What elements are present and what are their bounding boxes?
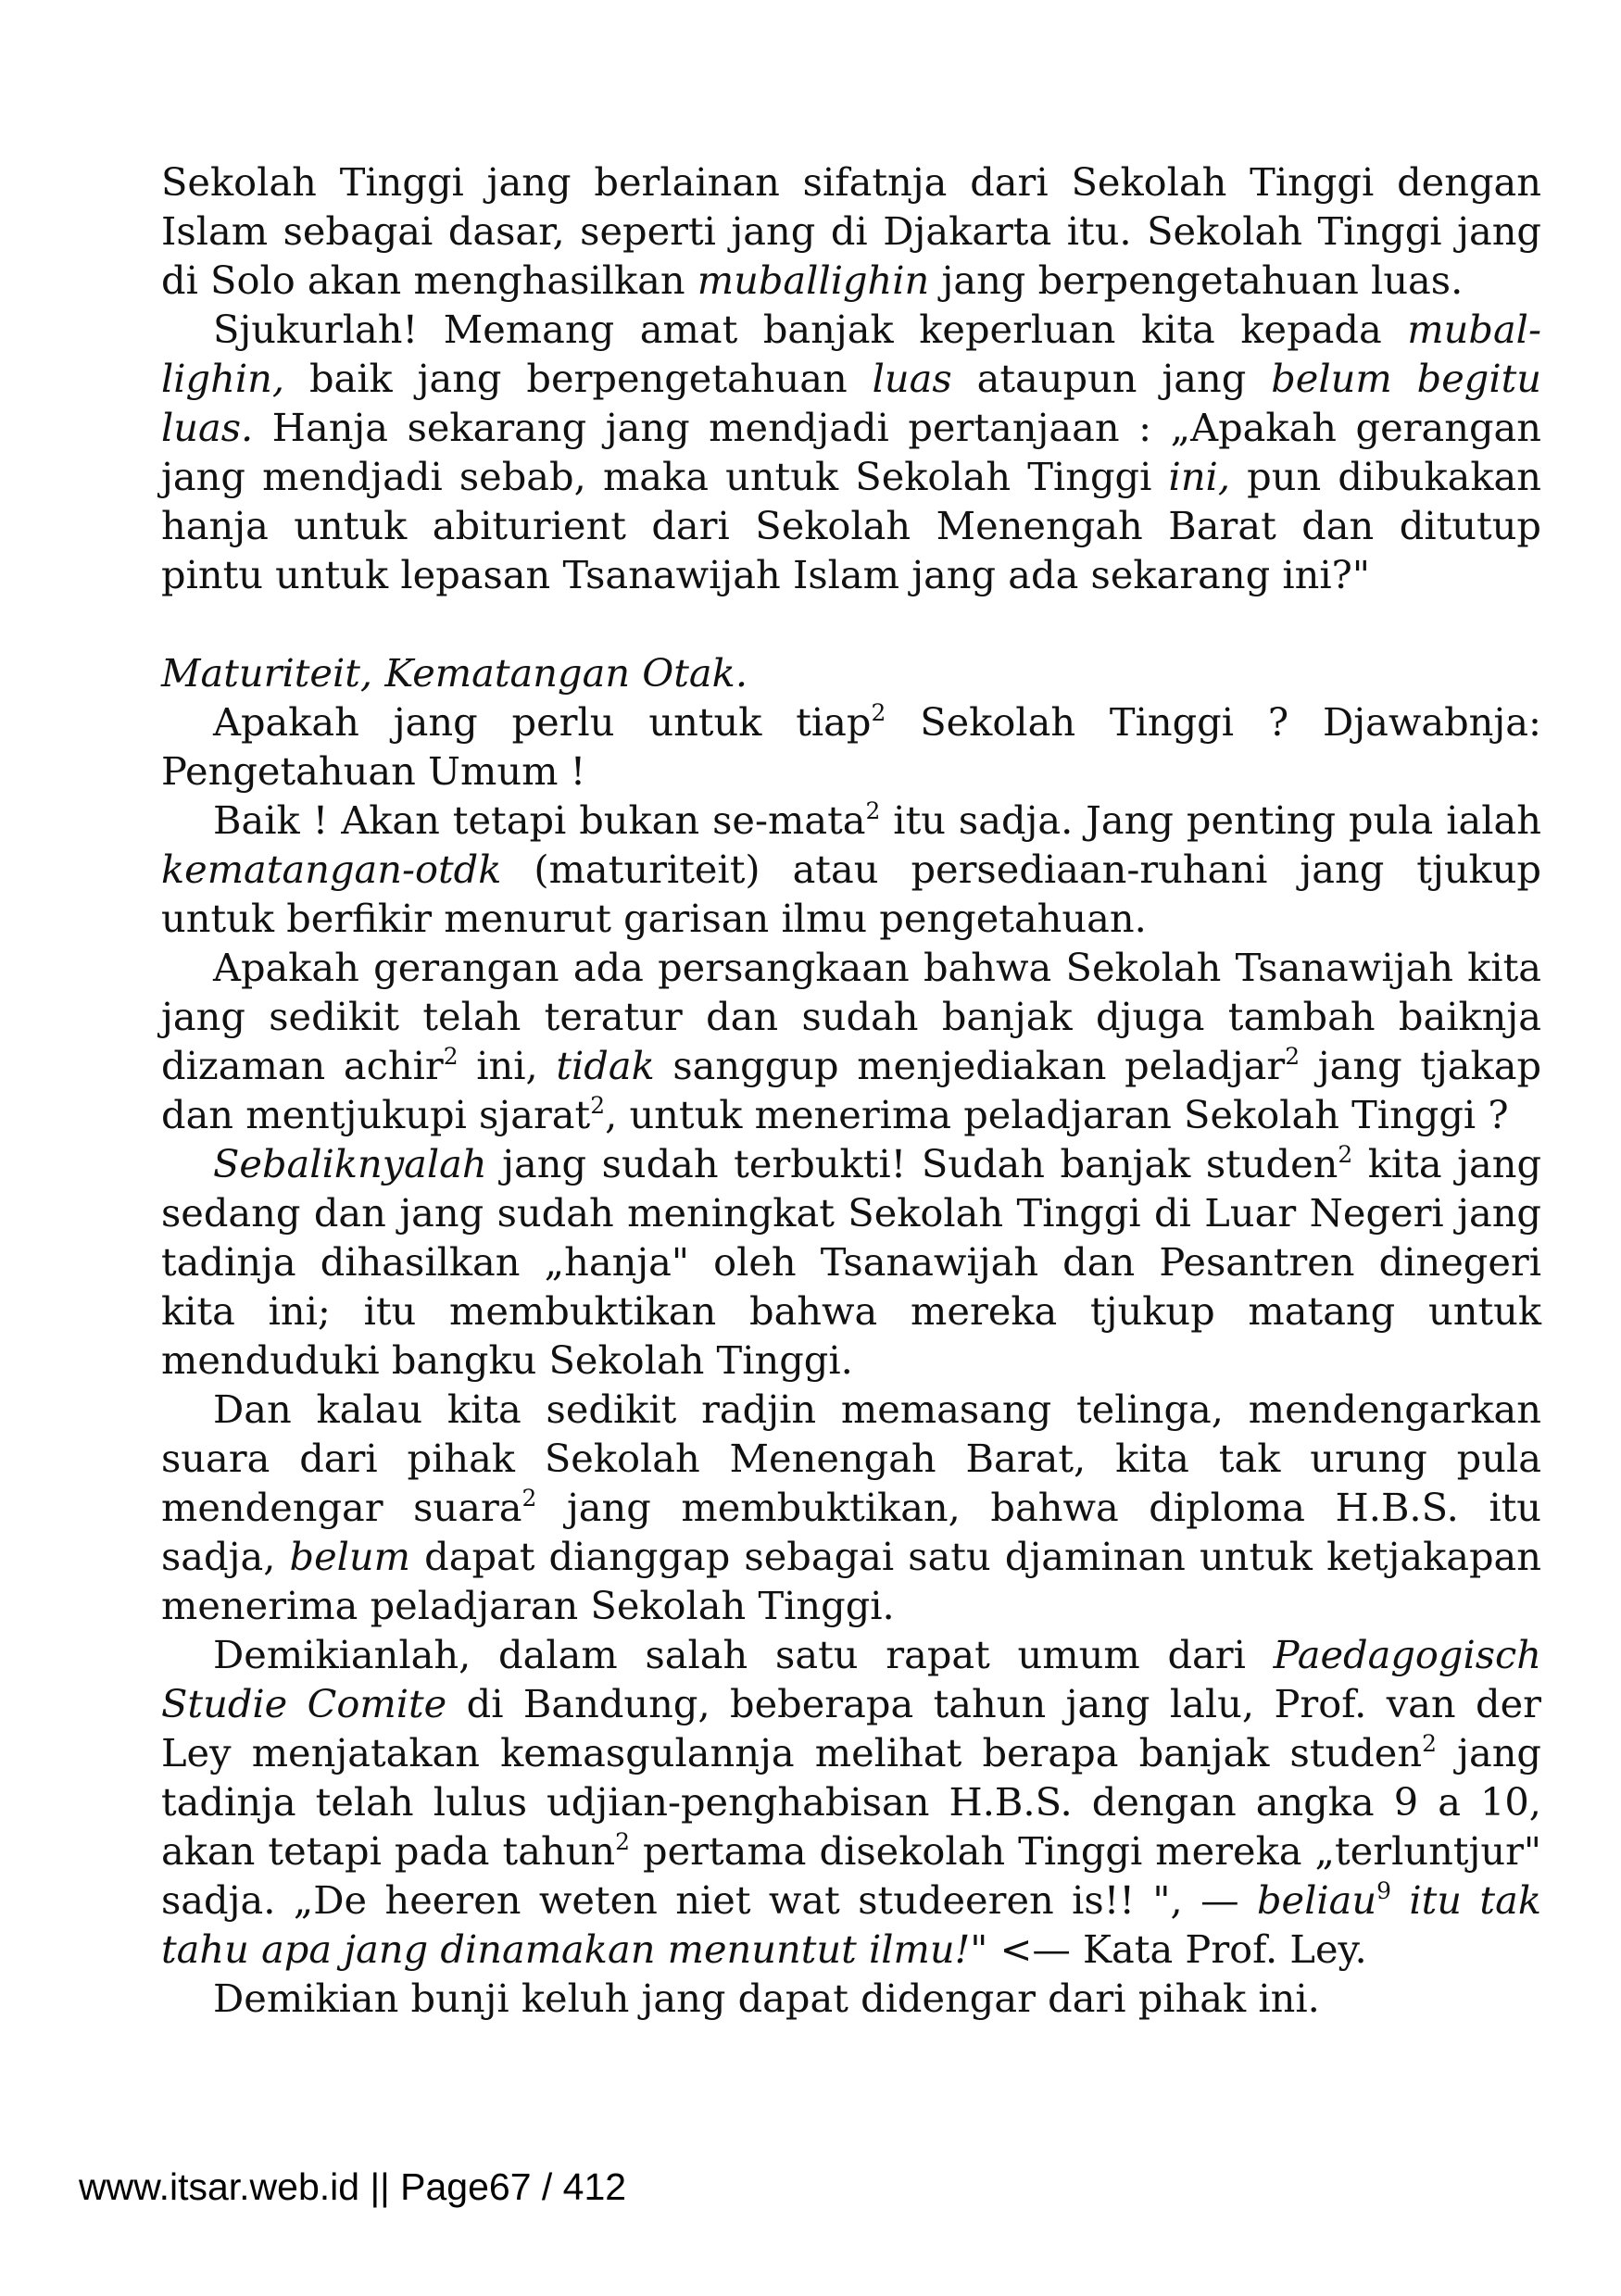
superscript: 9 <box>1376 1876 1391 1904</box>
text-run: Sjukurlah! Memang amat banjak keperluan kita kepada <box>213 307 1408 352</box>
paragraph-1 <box>161 157 1541 305</box>
superscript: 2 <box>521 1484 537 1512</box>
text-run: di Bandung, beberapa tahun jang lalu, Prof. van der Ley menjatakan kemasgulannja melihat berapa banjak studen <box>161 1681 1542 1775</box>
paragraph-5 <box>161 943 1541 1139</box>
italic-term: Paedagogisch Studie Comite <box>161 1632 1541 1726</box>
text-run: jang tjakap dan mentjukupi sjarat <box>161 1043 1542 1137</box>
text-run: baik jang berpengetahuan <box>284 356 873 401</box>
text-run: Sekolah Tinggi ? Djawabnja: Pengetahuan Umum ! <box>161 699 1542 794</box>
superscript: 2 <box>615 1827 631 1855</box>
superscript: 2 <box>443 1042 459 1070</box>
superscript: 2 <box>1422 1729 1437 1757</box>
text-run: ini, <box>458 1043 557 1088</box>
text-run: pertama disekolah Tinggi mereka „terluntjur" sadja. „De heeren weten niet wat studeeren is!! ", — <box>161 1828 1541 1923</box>
paragraph-2 <box>161 305 1541 599</box>
text-run: jang membuktikan, bahwa diploma H.B.S. itu sadja, <box>161 1485 1541 1579</box>
text-run: jang tadinja telah lulus udjian-penghabisan H.B.S. dengan angka 9 a 10, akan tetapi pada tahun <box>161 1730 1541 1874</box>
text-run: sanggup menjediakan peladjar <box>654 1043 1286 1088</box>
text-run: ataupun jang <box>951 356 1272 401</box>
text-run: kita jang sedang dan jang sudah meningkat Sekolah Tinggi di Luar Negeri jang tadinja dihasilkan „hanja" oleh Tsanawijah dan Pesantren dinegeri kita ini; itu membuktikan bahwa mereka tjukup matang untuk menduduki bangku Sekolah Tinggi. <box>161 1141 1542 1383</box>
italic-term: Sebaliknyalah <box>213 1141 487 1186</box>
text-run: Apakah jang perlu untuk tiap <box>213 699 872 745</box>
italic-term: muballighin, <box>161 307 1541 401</box>
paragraph-4 <box>161 796 1541 943</box>
text-run: pun dibukakan hanja untuk abiturient dari Sekolah Menengah Barat dan ditutup pintu untuk lepasan Tsanawijah Islam jang ada sekarang ini?" <box>161 454 1541 597</box>
italic-term: luas <box>872 356 952 401</box>
document-body <box>161 157 1541 2023</box>
paragraph-9: Demikian bunji keluh jang dapat didengar dari pihak ini. <box>213 1976 1320 2021</box>
paragraph-7 <box>161 1385 1541 1630</box>
text-run: " <— Kata Prof. Ley. <box>970 1926 1367 1972</box>
text-run: jang berpengetahuan luas. <box>929 257 1464 303</box>
italic-term: beliau <box>1256 1877 1377 1923</box>
text-run: Sekolah Tinggi jang berlainan sifatnja dari Sekolah Tinggi dengan Islam sebagai dasar, seperti jang di Djakarta itu. Sekolah Tinggi jang di Solo akan menghasilkan <box>161 159 1541 303</box>
paragraph-8 <box>161 1630 1541 1974</box>
text-run: Demikianlah, dalam salah satu rapat umum dari <box>213 1632 1274 1677</box>
text-run: jang sudah terbukti! Sudah banjak studen <box>486 1141 1338 1186</box>
superscript: 2 <box>1285 1042 1301 1070</box>
text-run: Hanja sekarang jang mendjadi pertanjaan : „Apakah gerangan jang mendjadi sebab, maka untuk Sekolah Tinggi <box>161 405 1541 499</box>
italic-term: belum <box>289 1534 411 1579</box>
text-run: Apakah gerangan ada persangkaan bahwa Sekolah Tsanawijah kita jang sedikit telah teratur dan sudah banjak djuga tambah baiknja dizaman achir <box>161 945 1541 1088</box>
superscript: 2 <box>1338 1140 1353 1168</box>
text-run: Dan kalau kita sedikit radjin memasang telinga, mendengarkan suara dari pihak Sekolah Menengah Barat, kita tak urung pula mendengar suara <box>161 1386 1541 1530</box>
text-run: itu sadja. Jang penting pula ialah <box>880 797 1541 843</box>
italic-term: muballighin <box>697 257 930 303</box>
text-run: Baik ! Akan tetapi bukan se-mata <box>213 797 866 843</box>
text-run: dapat dianggap sebagai satu djaminan untuk ketjakapan menerima peladjaran Sekolah Tinggi. <box>161 1534 1541 1628</box>
superscript: 2 <box>865 797 881 824</box>
superscript: 2 <box>590 1091 606 1119</box>
italic-term: tidak <box>556 1043 655 1088</box>
section-heading: Maturiteit, Kematangan Otak. <box>161 650 748 696</box>
paragraph-6 <box>161 1139 1541 1385</box>
paragraph-3 <box>161 697 1541 796</box>
page-footer: www.itsar.web.id || Page67 / 412 <box>79 2165 627 2208</box>
italic-term: belum begitu luas. <box>161 356 1541 450</box>
text-run: , untuk menerima peladjaran Sekolah Tinggi ? <box>605 1092 1509 1137</box>
italic-term: itu tak tahu apa jang dinamakan menuntut ilmu! <box>161 1877 1541 1972</box>
superscript: 2 <box>871 698 886 726</box>
text-run: (maturiteit) atau persediaan-ruhani jang tjukup untuk berfikir menurut garisan ilmu pengetahuan. <box>161 847 1541 941</box>
italic-term: kematangan-otdk <box>161 847 502 892</box>
italic-term: ini, <box>1168 454 1231 499</box>
